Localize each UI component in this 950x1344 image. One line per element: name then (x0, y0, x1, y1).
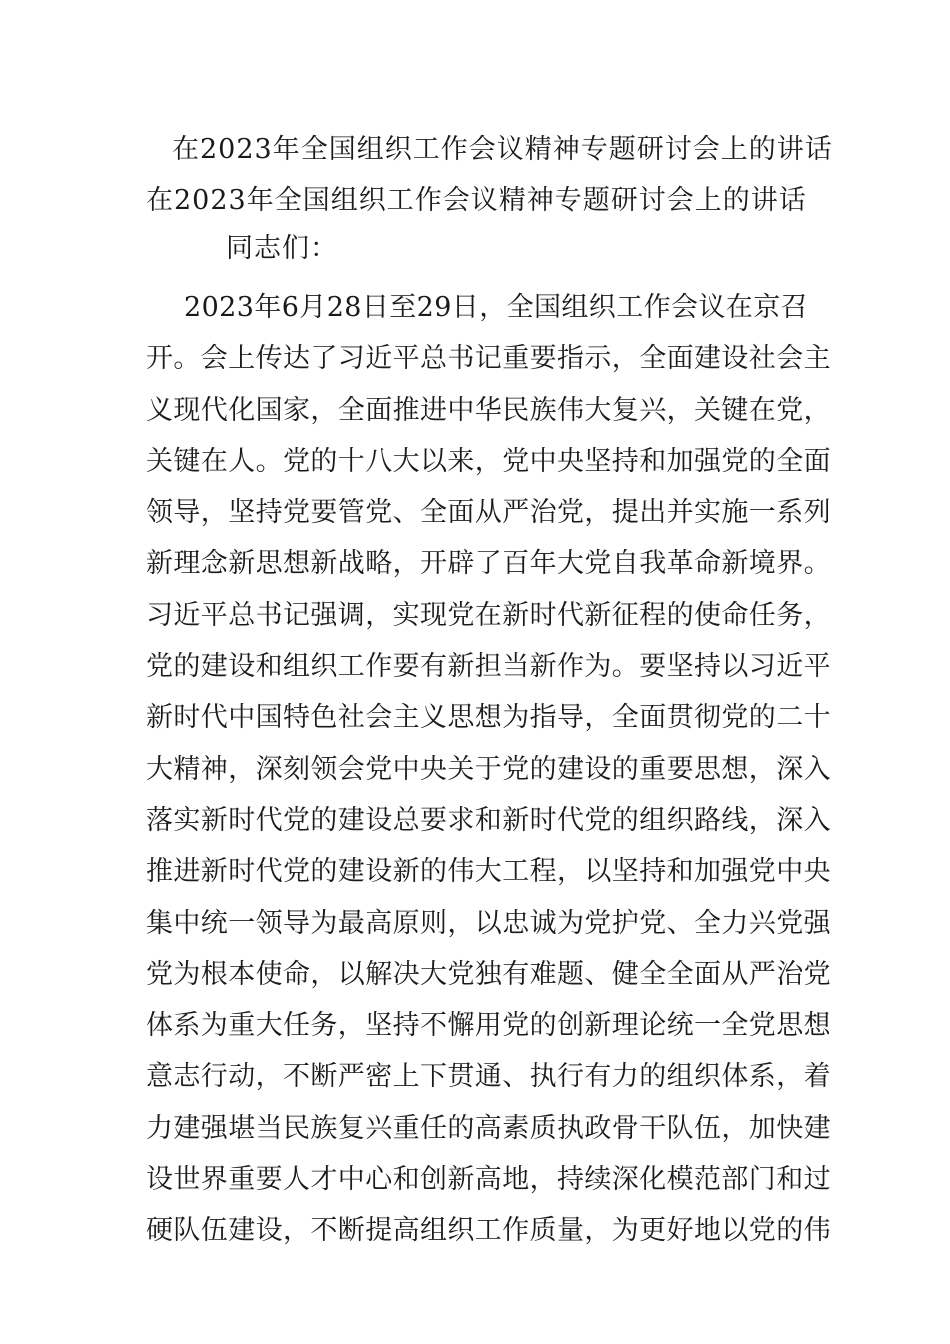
greeting: 同志们： (226, 233, 338, 264)
body-line: 硬队伍建设，不断提高组织工作质量，为更好地以党的伟 (146, 1215, 831, 1247)
document-title-repeat: 在2023年全国组织工作会议精神专题研讨会上的讲话 (146, 185, 807, 216)
body-line: 落实新时代党的建设总要求和新时代党的组织路线，深入 (146, 804, 831, 836)
body-line: 党的建设和组织工作要有新担当新作为。要坚持以习近平 (146, 651, 831, 683)
body-line: 关键在人。党的十八大以来，党中央坚持和加强党的全面 (146, 445, 831, 477)
body-line: 领导，坚持党要管党、全面从严治党，提出并实施一系列 (146, 497, 831, 529)
body-line: 义现代化国家，全面推进中华民族伟大复兴，关键在党， (146, 394, 831, 426)
body-line: 体系为重大任务，坚持不懈用党的创新理论统一全党思想 (146, 1010, 831, 1042)
body-line: 大精神，深刻领会党中央关于党的建设的重要思想，深入 (146, 753, 831, 785)
body-line: 新时代中国特色社会主义思想为指导，全面贯彻党的二十 (146, 702, 831, 734)
body-line: 设世界重要人才中心和创新高地，持续深化模范部门和过 (146, 1164, 831, 1196)
body-line: 新理念新思想新战略，开辟了百年大党自我革命新境界。 (146, 548, 831, 580)
body-line: 党为根本使命，以解决大党独有难题、健全全面从严治党 (146, 958, 831, 990)
body-paragraph (146, 282, 831, 1257)
body-line: 力建强堪当民族复兴重任的高素质执政骨干队伍，加快建 (146, 1112, 831, 1144)
body-line: 集中统一领导为最高原则，以忠诚为党护党、全力兴党强 (146, 907, 831, 939)
document-title: 在2023年全国组织工作会议精神专题研讨会上的讲话 (172, 134, 833, 165)
body-line: 意志行动，不断严密上下贯通、执行有力的组织体系，着 (146, 1061, 831, 1093)
body-line: 推进新时代党的建设新的伟大工程，以坚持和加强党中央 (146, 856, 831, 888)
body-line: 习近平总书记强调，实现党在新时代新征程的使命任务， (146, 599, 831, 631)
body-line: 开。会上传达了习近平总书记重要指示，全面建设社会主 (146, 343, 831, 375)
body-line: 2023年6月28日至29日，全国组织工作会议在京召 (184, 292, 809, 323)
